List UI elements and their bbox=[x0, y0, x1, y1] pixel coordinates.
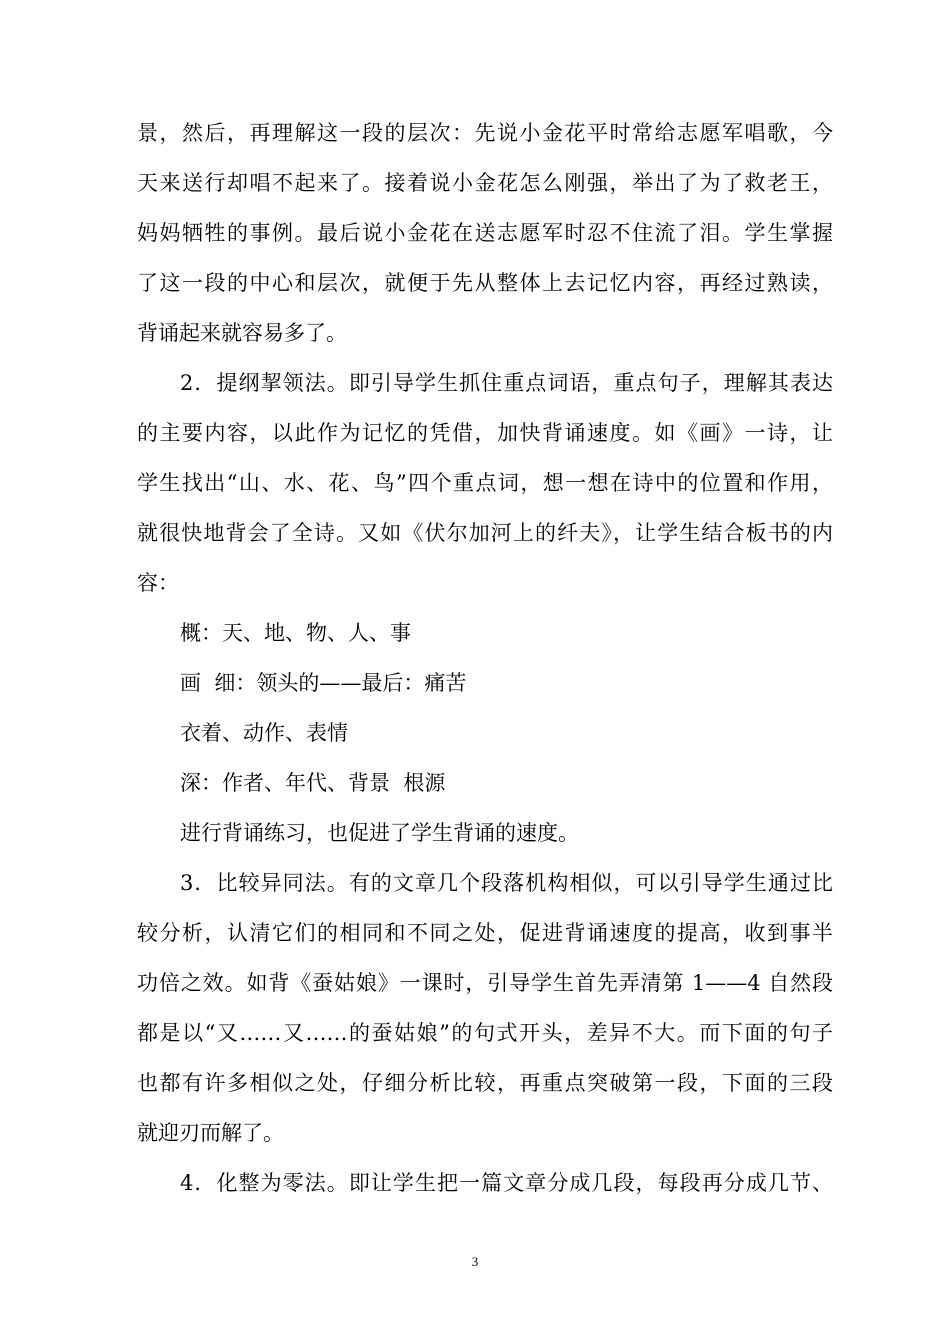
text-line: 都是以“又……又……的蚕姑娘”的句式开头，差异不大。而下面的句子 bbox=[137, 1021, 833, 1045]
text-line: 学生找出“山、水、花、鸟”四个重点词，想一想在诗中的位置和作用， bbox=[137, 471, 833, 495]
text-line: 较分析，认清它们的相同和不同之处，促进背诵速度的提高，收到事半 bbox=[137, 921, 833, 945]
text-line: 也都有许多相似之处，仔细分析比较，再重点突破第一段，下面的三段 bbox=[137, 1071, 833, 1095]
section-heading-line: 4．化整为零法。即让学生把一篇文章分成几段，每段再分成几节、 bbox=[180, 1171, 833, 1195]
text-line: 了这一段的中心和层次，就便于先从整体上去记忆内容，再经过熟读， bbox=[137, 271, 833, 295]
text-line: 的主要内容，以此作为记忆的凭借，加快背诵速度。如《画》一诗，让 bbox=[137, 421, 833, 445]
section-heading-line: 3．比较异同法。有的文章几个段落机构相似，可以引导学生通过比 bbox=[180, 871, 833, 895]
text-line: 容： bbox=[137, 571, 179, 595]
text-line: 妈妈牺牲的事例。最后说小金花在送志愿军时忍不住流了泪。学生掌握 bbox=[137, 221, 833, 245]
board-note-line: 衣着、动作、表情 bbox=[180, 721, 348, 745]
text-line: 天来送行却唱不起来了。接着说小金花怎么刚强，举出了为了救老王， bbox=[137, 171, 833, 195]
board-note-line: 画 细：领头的——最后：痛苦 bbox=[180, 671, 467, 695]
board-note-line: 深：作者、年代、背景 根源 bbox=[180, 771, 446, 795]
board-note-line: 概：天、地、物、人、事 bbox=[180, 621, 411, 645]
text-line: 就很快地背会了全诗。又如《伏尔加河上的纤夫》，让学生结合板书的内 bbox=[137, 521, 833, 545]
text-line: 就迎刃而解了。 bbox=[137, 1121, 284, 1145]
text-line: 背诵起来就容易多了。 bbox=[137, 321, 347, 345]
section-heading-line: 2．提纲挈领法。即引导学生抓住重点词语，重点句子，理解其表达 bbox=[180, 371, 833, 395]
text-line: 景，然后，再理解这一段的层次：先说小金花平时常给志愿军唱歌，今 bbox=[137, 121, 833, 145]
page-number: 3 bbox=[471, 1254, 479, 1269]
text-line: 功倍之效。如背《蚕姑娘》一课时，引导学生首先弄清第 1——4 自然段 bbox=[137, 971, 833, 995]
text-line: 进行背诵练习，也促进了学生背诵的速度。 bbox=[180, 821, 579, 845]
